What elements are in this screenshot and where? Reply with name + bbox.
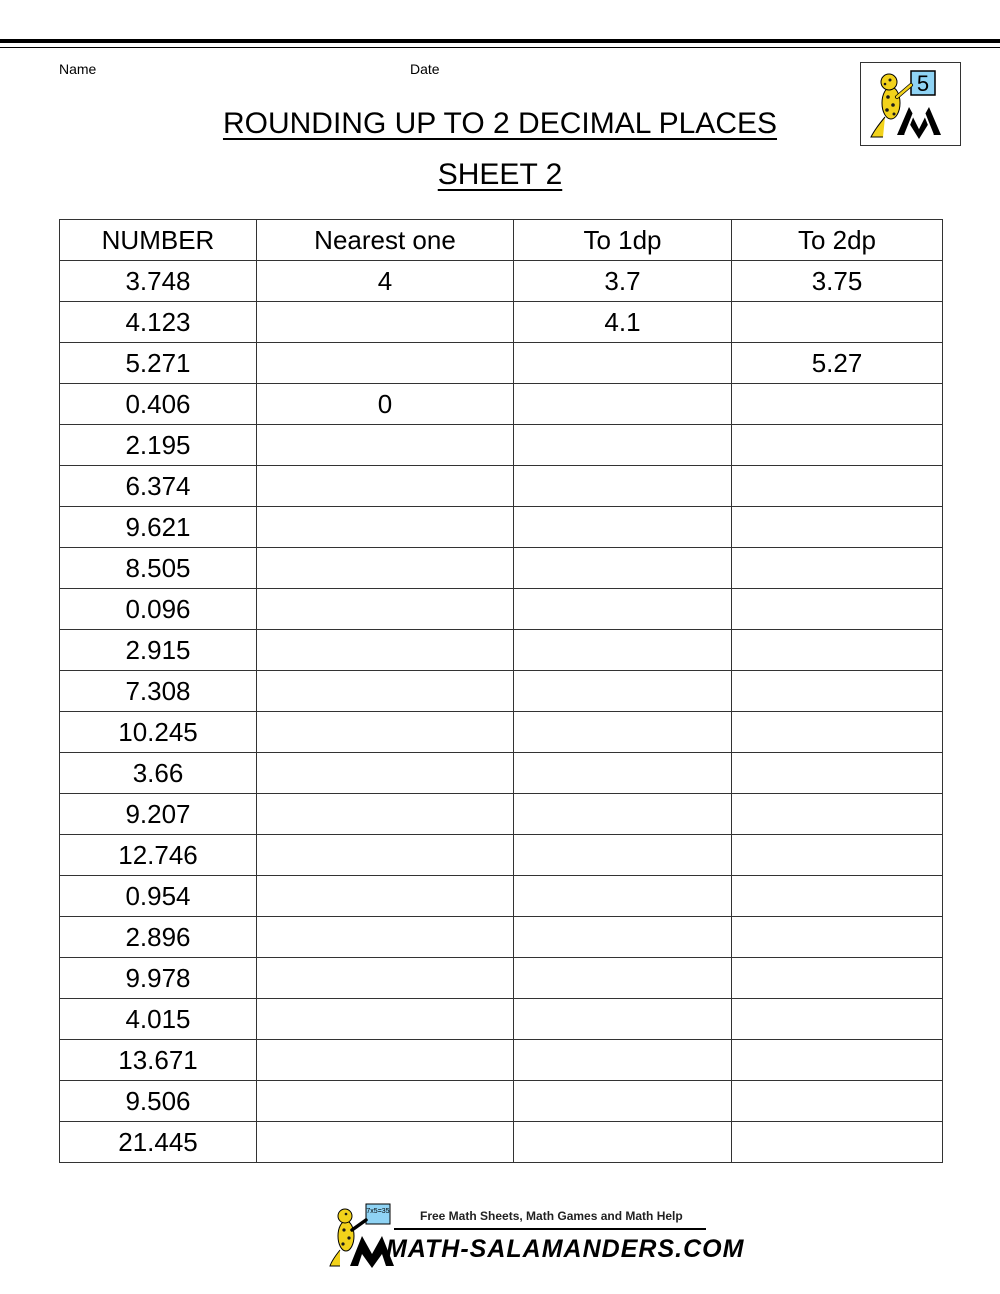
cell-to-1dp[interactable] [514, 917, 732, 958]
cell-nearest-one[interactable] [257, 1081, 514, 1122]
cell-to-2dp[interactable] [732, 794, 943, 835]
cell-number: 2.195 [60, 425, 257, 466]
page-subtitle-text: SHEET 2 [437, 158, 563, 191]
cell-number: 9.207 [60, 794, 257, 835]
cell-nearest-one[interactable] [257, 876, 514, 917]
cell-nearest-one[interactable] [257, 589, 514, 630]
page-subtitle [0, 157, 1000, 193]
cell-number: 9.621 [60, 507, 257, 548]
table-row [60, 876, 943, 917]
cell-number: 8.505 [60, 548, 257, 589]
cell-to-1dp[interactable] [514, 835, 732, 876]
cell-number: 13.671 [60, 1040, 257, 1081]
cell-to-1dp[interactable] [514, 712, 732, 753]
cell-to-2dp[interactable] [732, 466, 943, 507]
cell-to-2dp[interactable] [732, 712, 943, 753]
cell-number: 10.245 [60, 712, 257, 753]
cell-to-2dp[interactable] [732, 958, 943, 999]
cell-to-1dp[interactable] [514, 671, 732, 712]
cell-to-2dp[interactable] [732, 302, 943, 343]
date-label: Date [410, 61, 440, 77]
cell-to-1dp[interactable] [514, 1081, 732, 1122]
cell-to-1dp[interactable] [514, 958, 732, 999]
cell-nearest-one[interactable] [257, 630, 514, 671]
table-row [60, 917, 943, 958]
cell-nearest-one[interactable] [257, 958, 514, 999]
cell-nearest-one[interactable] [257, 753, 514, 794]
footer-rule [394, 1228, 706, 1230]
cell-to-2dp[interactable]: 5.27 [732, 343, 943, 384]
table-row [60, 507, 943, 548]
salamander-logo-icon [860, 62, 961, 146]
cell-to-2dp[interactable]: 3.75 [732, 261, 943, 302]
cell-to-2dp[interactable] [732, 384, 943, 425]
cell-number: 21.445 [60, 1122, 257, 1163]
column-header-nearest-one: Nearest one [257, 220, 514, 261]
cell-number: 6.374 [60, 466, 257, 507]
cell-nearest-one[interactable] [257, 999, 514, 1040]
table-row [60, 958, 943, 999]
cell-nearest-one[interactable]: 4 [257, 261, 514, 302]
cell-number: 2.915 [60, 630, 257, 671]
table-row [60, 466, 943, 507]
cell-nearest-one[interactable] [257, 548, 514, 589]
cell-nearest-one[interactable] [257, 794, 514, 835]
cell-to-2dp[interactable] [732, 917, 943, 958]
cell-to-1dp[interactable] [514, 343, 732, 384]
table-header-row [60, 220, 943, 261]
table-row [60, 712, 943, 753]
footer-brand: MATH-SALAMANDERS.COM [386, 1235, 745, 1263]
table-row [60, 630, 943, 671]
cell-number: 7.308 [60, 671, 257, 712]
grade-badge-text: 5 [916, 71, 930, 96]
cell-to-2dp[interactable] [732, 876, 943, 917]
table-row [60, 1040, 943, 1081]
table-row [60, 835, 943, 876]
name-label: Name [59, 61, 97, 77]
cell-to-2dp[interactable] [732, 630, 943, 671]
cell-to-1dp[interactable] [514, 794, 732, 835]
cell-to-1dp[interactable] [514, 999, 732, 1040]
cell-to-2dp[interactable] [732, 425, 943, 466]
top-rule-thick [0, 39, 1000, 43]
cell-to-2dp[interactable] [732, 1081, 943, 1122]
table-row [60, 794, 943, 835]
cell-number: 3.748 [60, 261, 257, 302]
cell-to-2dp[interactable] [732, 1122, 943, 1163]
page-title [0, 106, 1000, 142]
table-row [60, 384, 943, 425]
table-row [60, 1122, 943, 1163]
table-row [60, 589, 943, 630]
cell-nearest-one[interactable] [257, 343, 514, 384]
cell-nearest-one[interactable] [257, 302, 514, 343]
cell-nearest-one[interactable] [257, 917, 514, 958]
table-row [60, 753, 943, 794]
table-row [60, 302, 943, 343]
cell-to-2dp[interactable] [732, 589, 943, 630]
cell-to-1dp[interactable] [514, 876, 732, 917]
cell-to-2dp[interactable] [732, 671, 943, 712]
column-header-to-2dp: To 2dp [732, 220, 943, 261]
cell-to-1dp[interactable] [514, 548, 732, 589]
cell-number: 9.506 [60, 1081, 257, 1122]
footer-badge-text: 7x5=35 [366, 1208, 390, 1215]
table-row [60, 261, 943, 302]
cell-number: 0.096 [60, 589, 257, 630]
cell-to-1dp[interactable] [514, 1040, 732, 1081]
footer-tagline: Free Math Sheets, Math Games and Math Help [420, 1209, 683, 1223]
page-title-text: ROUNDING UP TO 2 DECIMAL PLACES [222, 107, 778, 140]
cell-to-1dp[interactable] [514, 1122, 732, 1163]
cell-to-1dp[interactable] [514, 466, 732, 507]
cell-nearest-one[interactable] [257, 1040, 514, 1081]
cell-to-1dp[interactable] [514, 753, 732, 794]
cell-to-1dp[interactable] [514, 589, 732, 630]
cell-to-1dp[interactable] [514, 630, 732, 671]
top-rule-thin [0, 47, 1000, 48]
cell-to-2dp[interactable] [732, 999, 943, 1040]
cell-number: 9.978 [60, 958, 257, 999]
table-row [60, 671, 943, 712]
table-row [60, 999, 943, 1040]
cell-number: 12.746 [60, 835, 257, 876]
cell-to-1dp[interactable]: 3.7 [514, 261, 732, 302]
cell-nearest-one[interactable] [257, 507, 514, 548]
cell-nearest-one[interactable] [257, 835, 514, 876]
cell-number: 5.271 [60, 343, 257, 384]
cell-number: 3.66 [60, 753, 257, 794]
table-row [60, 548, 943, 589]
cell-to-1dp[interactable]: 4.1 [514, 302, 732, 343]
cell-nearest-one[interactable] [257, 1122, 514, 1163]
cell-number: 2.896 [60, 917, 257, 958]
cell-nearest-one[interactable] [257, 425, 514, 466]
table-row [60, 1081, 943, 1122]
cell-to-1dp[interactable] [514, 384, 732, 425]
cell-to-2dp[interactable] [732, 1040, 943, 1081]
table-row [60, 425, 943, 466]
cell-to-1dp[interactable] [514, 507, 732, 548]
cell-nearest-one[interactable] [257, 712, 514, 753]
column-header-to-1dp: To 1dp [514, 220, 732, 261]
cell-number: 0.954 [60, 876, 257, 917]
cell-nearest-one[interactable] [257, 466, 514, 507]
cell-number: 4.015 [60, 999, 257, 1040]
table-row [60, 343, 943, 384]
cell-number: 0.406 [60, 384, 257, 425]
cell-to-1dp[interactable] [514, 425, 732, 466]
column-header-number: NUMBER [60, 220, 257, 261]
cell-to-2dp[interactable] [732, 835, 943, 876]
rounding-table [59, 219, 943, 1163]
cell-to-2dp[interactable] [732, 548, 943, 589]
cell-number: 4.123 [60, 302, 257, 343]
cell-to-2dp[interactable] [732, 507, 943, 548]
cell-nearest-one[interactable]: 0 [257, 384, 514, 425]
cell-to-2dp[interactable] [732, 753, 943, 794]
cell-nearest-one[interactable] [257, 671, 514, 712]
